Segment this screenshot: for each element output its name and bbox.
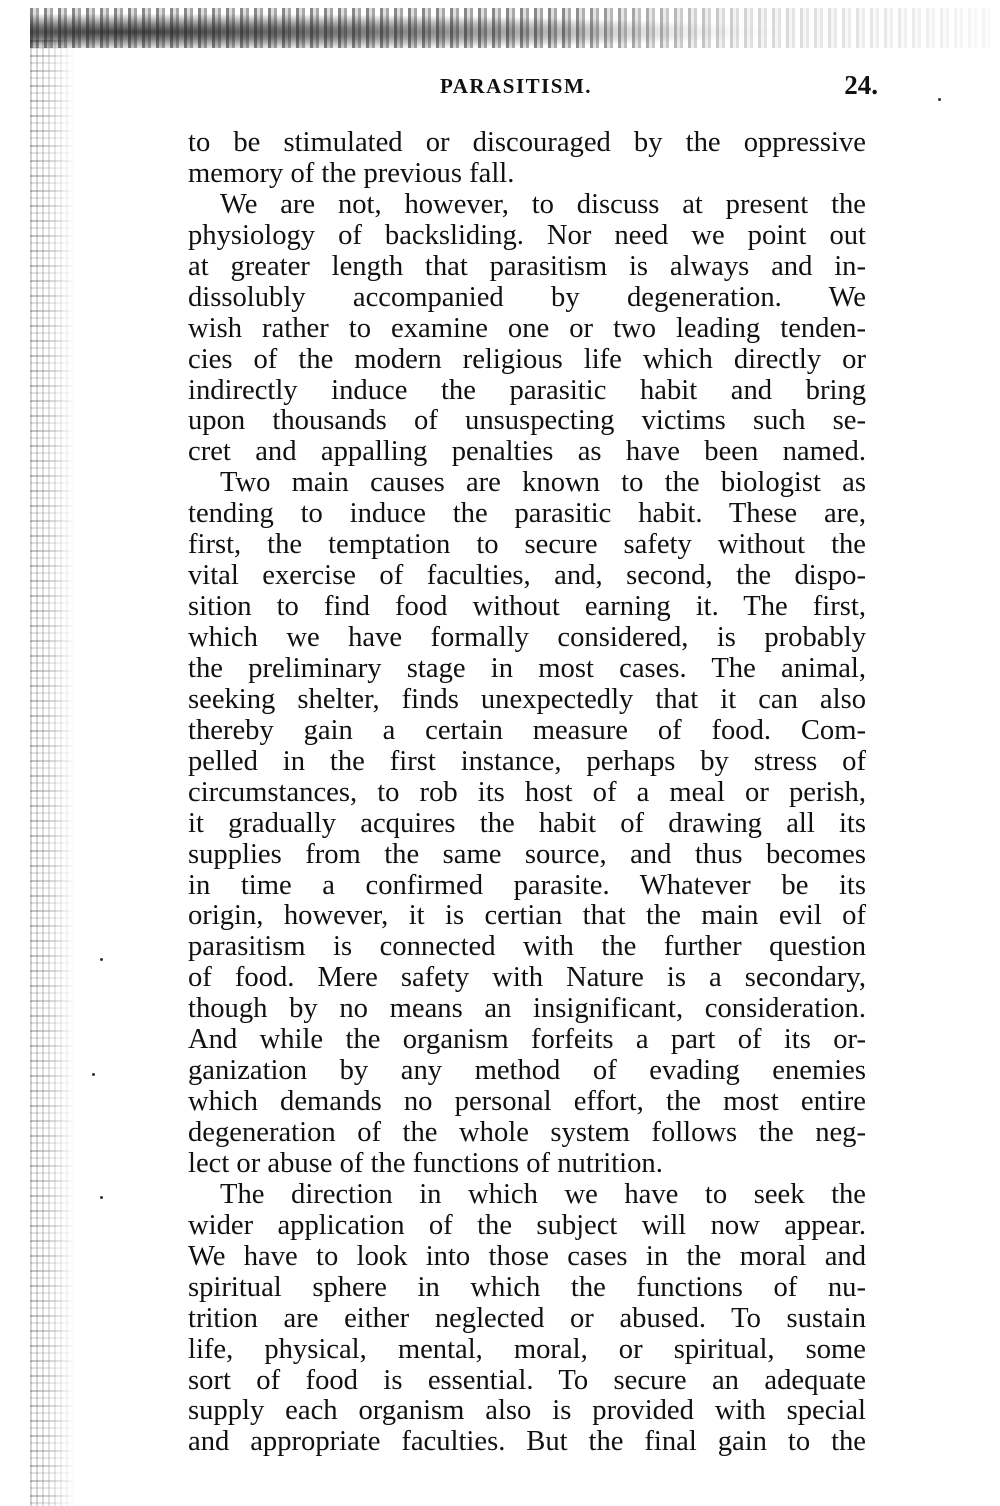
- text-line: in time a confirmed parasite. Whatever be its: [188, 869, 866, 901]
- text-line: pelled in the first instance, perhaps by stress of: [188, 745, 866, 777]
- scan-edge-noise-top: [30, 8, 990, 48]
- text-line: circumstances, to rob its host of a meal or perish,: [188, 776, 866, 808]
- text-line: seeking shelter, finds unexpectedly that it can also: [188, 683, 866, 715]
- paragraph-first-line: The direction in which we have to seek the: [220, 1178, 866, 1210]
- text-line: parasitism is connected with the further question: [188, 931, 866, 963]
- text-line: the preliminary stage in most cases. The animal,: [188, 652, 866, 684]
- text-line: it gradually acquires the habit of drawing all its: [188, 807, 866, 839]
- print-speck: [100, 1196, 103, 1199]
- scan-edge-noise-left: [30, 40, 76, 1506]
- text-line: We have to look into those cases in the moral and: [188, 1240, 866, 1272]
- text-line: which we have formally considered, is probably: [188, 622, 866, 653]
- text-line: ganization by any method of evading enemies: [188, 1055, 866, 1087]
- text-line: degeneration of the whole system follows the neg-: [188, 1117, 866, 1148]
- text-line: of food. Mere safety with Nature is a secondary,: [188, 962, 866, 994]
- print-speck: [100, 958, 103, 961]
- text-line: wider application of the subject will now appear.: [188, 1209, 866, 1241]
- running-title: PARASITISM.: [440, 74, 593, 98]
- text-line: spiritual sphere in which the functions of nu-: [188, 1271, 866, 1303]
- text-line: dissolubly accompanied by degeneration. We: [188, 281, 866, 313]
- text-line: supply each organism also is provided with special: [188, 1395, 866, 1427]
- text-line: sition to find food without earning it. The first,: [188, 591, 866, 623]
- text-line: vital exercise of faculties, and, second, the dispo-: [188, 560, 866, 592]
- text-line: tending to induce the parasitic habit. These are,: [188, 498, 866, 530]
- paragraph-first-line: We are not, however, to discuss at present the: [220, 188, 866, 220]
- text-line: life, physical, mental, moral, or spiritual, some: [188, 1333, 866, 1365]
- print-speck: [938, 98, 941, 101]
- text-line: upon thousands of unsuspecting victims such se-: [188, 405, 866, 437]
- text-line: supplies from the same source, and thus becomes: [188, 838, 866, 870]
- text-line: and appropriate faculties. But the final gain to the: [188, 1426, 866, 1458]
- running-head: [188, 72, 878, 106]
- text-line: origin, however, it is certian that the main evil of: [188, 900, 866, 932]
- print-speck: [92, 1073, 95, 1076]
- paragraph-first-line: Two main causes are known to the biologist as: [220, 467, 866, 499]
- text-line: cret and appalling penalties as have been named.: [188, 436, 866, 468]
- text-line: first, the temptation to secure safety without the: [188, 529, 866, 561]
- text-line: memory of the previous fall.: [188, 157, 515, 189]
- text-line: trition are either neglected or abused. To sustain: [188, 1302, 866, 1334]
- text-line: to be stimulated or discouraged by the oppressive: [188, 127, 866, 158]
- body-text: [188, 128, 866, 1458]
- text-line: thereby gain a certain measure of food. Com-: [188, 714, 866, 746]
- text-line: sort of food is essential. To secure an adequate: [188, 1364, 866, 1396]
- text-line: at greater length that parasitism is always and in-: [188, 250, 866, 282]
- text-line: though by no means an insignificant, consideration.: [188, 993, 866, 1025]
- text-line: lect or abuse of the functions of nutrition.: [188, 1147, 663, 1179]
- text-line: indirectly induce the parasitic habit and bring: [188, 374, 866, 406]
- text-line: which demands no personal effort, the most entire: [188, 1086, 866, 1118]
- page-number: 24.: [844, 70, 878, 100]
- text-line: And while the organism forfeits a part of its or-: [188, 1024, 866, 1056]
- text-line: wish rather to examine one or two leading tenden-: [188, 312, 866, 344]
- text-line: cies of the modern religious life which directly or: [188, 343, 866, 375]
- text-line: physiology of backsliding. Nor need we point out: [188, 219, 866, 251]
